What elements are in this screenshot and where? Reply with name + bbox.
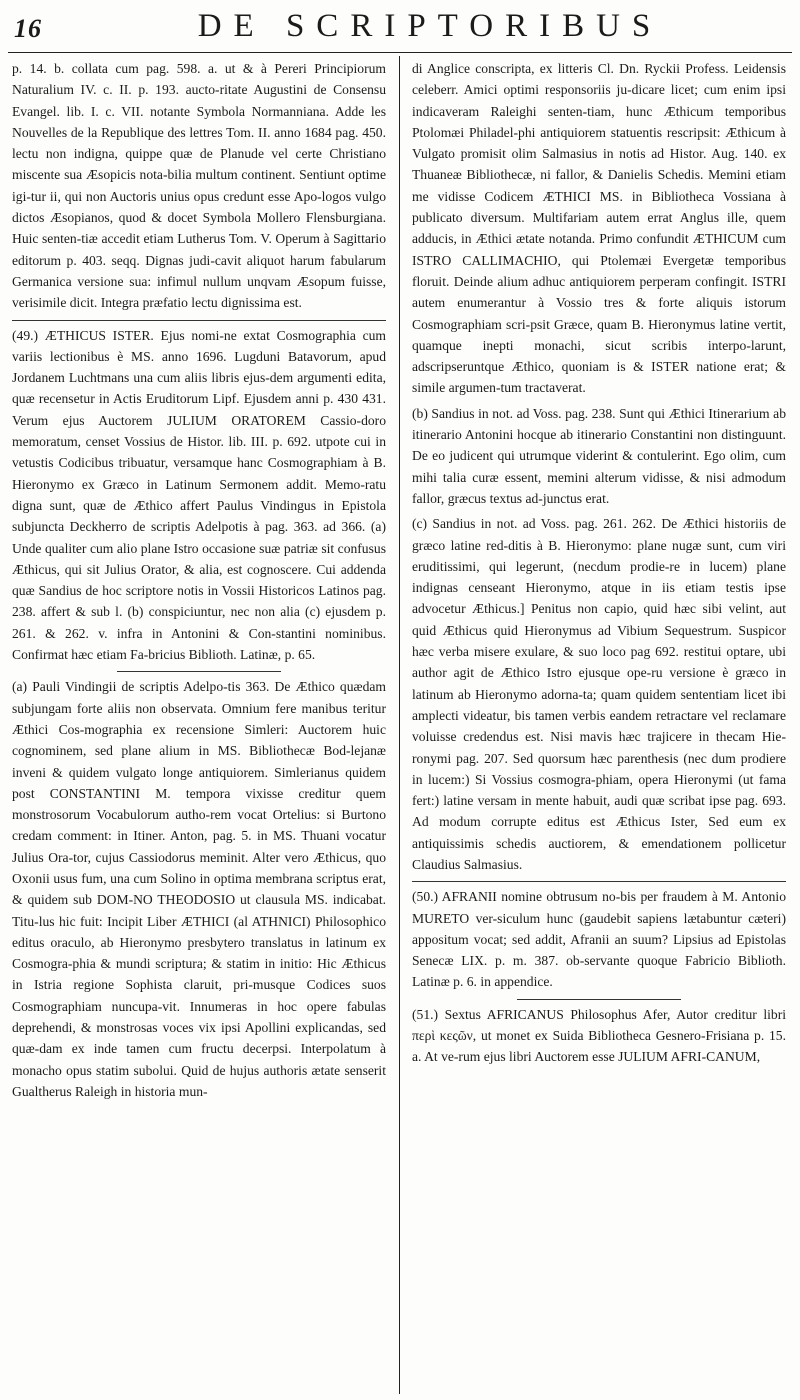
page-header bbox=[8, 6, 792, 50]
footnote-c: (c) Sandius in not. ad Voss. pag. 261. 262. De Æthici historiis de græco latine red-ditis à B. Hieronymo: plane nugæ sunt, cum viri eruditissimi, qui legerunt, (necdum prodie-re in lucem) plane indignas censeant Hieronymo, atque in iis etiam testis ipse advocetur Æthicus.] Penitus non capio, quid hæc sibi velint, aut quid Æthicus quid Hieronymus ad Vibium Sequestrum. Suspicor hæc verba misere exulare, & suo loco pag 692. restitui optare, ubi author agit de Æthico Istro ejusque ope-ru versione è græco in latinum ab Hieronymo adorna-ta; quam quidem sententiam licet ibi amplecti videatur, bis tamen verbis eandem retractare vel reclamare voluisse credendus est. Nisi mavis hæc trajicere in thecam Hie-ronymi pag. 207. Sed quorsum hæc parenthesis (nec dum prodiere in lucem:) Si Vossius cosmogra-phiam, opera Hieronymi (ut fama fert:) latine versam in mente habuit, audi quæ scribat ipse pag. 693. Ad modum corrupte editus est Æthicus Ister, Sed eum ex antiquissimis schedis auctiorem, & emendationem pollicetur Claudius Salmasius. bbox=[412, 516, 786, 872]
footnote-a: (a) Pauli Vindingii de scriptis Adelpo-tis 363. De Æthico quædam subjungam forte aliis non observata. Omnium fere manibus teritur Æthici Cos-mographia ex recensione Simleri: Auctorem huic cognominem, sed plane alium in MS. Bibliothecæ Bod-lejanæ inveni & quidem vulgato longe antiquiorem. Simlerianus quidem post CONSTANTINI M. tempora vixisse creditur quem monstrosorum Vocabulorum autho-rem vocat Ortelius: si Burtono credam comment: in Itiner. Anton, pag. 5. in MS. Thuani vocatur Julius Ora-tor, cujus Cassiodorus meminit. Alter vero Æthicus, quo Oxonii usus fum, una cum Solino in optima membrana scriptus erat, & quidem sub DOM-NO THEODOSIO ut clausula MS. indicabat. Titu-lus hic fuit: Incipit Liber ÆTHICI (al ATHNICI) Philosophico editus oraculo, ab Hieronymo presbytero translatus in latinum ex Cosmogra-phia & mundi scriptura; & statim in initio: Hic Æthicus in Istria regione Sophista claruit, pri-musque Codices suos Cosmographiam nuncupa-vit. Innumeras in hoc opere fabulas deprehendi, & monstrosas voces vix ipsi Apollini explicandas, sed quæ-dam ex inde tamen cum fructu decerpsi. Interpolatum à monacho opus statim subolui. Quid de hujus authoris ætate senserit Gualtherus Raleigh in historia mun- bbox=[12, 679, 386, 1099]
entry-50-afranius: (50.) AFRANII nomine obtrusum no-bis per fraudem à M. Antonio MURETO ver-siculum hunc (gaudebit sapiens lætabuntur cæteri) appositum vocat; sed addit, Afranii an suum? Lipsius ad Epistolas Senecæ LIX. p. m. 387. ob-servante quoque Fabricio Biblioth. Latinæ p. 6. in appendice. bbox=[412, 889, 786, 990]
right-column bbox=[412, 58, 786, 1393]
header-rule bbox=[8, 52, 792, 53]
left-column bbox=[12, 58, 386, 1393]
column-divider bbox=[399, 56, 400, 1394]
running-title: DE SCRIPTORIBUS bbox=[197, 8, 663, 44]
entry-rule bbox=[517, 999, 682, 1000]
footnote-a-continued: di Anglice conscripta, ex litteris Cl. Dn. Ryckii Profess. Leidensis celeberr. Amici optimi responsoriis ju-dicare licet; cum enim ipsi indicaveram Raleighi senten-tiam, hunc Æthicum temporibus Ptolomæi Philadel-phi antiquiorem statuentis rescripsit: Æthicum à Vulgato promisit olim Salmasius in notis ad Histor. Aug. 140. ex Thuaneæ Bibliothecæ, ni fallor, & Danielis Schedis. Memini etiam me vidisse Codicem ÆTHICI MS. in Bibliotheca Vossiana à publicato diversum. Multifariam autem errat Anglus ille, quem adducis, in Æthici ætate notanda. Primo confundit ÆTHICUM cum ISTRO CALLIMACHIO, qui Ptolemæi Evergetæ temporibus floruit. Deinde alium adhuc antiquiorem perperam confingit. ISTRI autem enumerantur à Vossio tres & forte aliquis istorum Cosmographiam scri-psit Græce, quam B. Hieronymus latine vertit, quamque inepti monachi, sicut scribis interpo-larunt, adscripseruntque Æthico, quoniam is & ISTER natione erat; & simile argumen-tum tractaverat. bbox=[412, 61, 786, 396]
entry-51-sextus-africanus: (51.) Sextus AFRICANUS Philosophus Afer, Autor creditur libri περὶ κεςῶν, ut monet ex Suida Bibliotheca Gesnero-Frisiana p. 15. a. At ve-rum ejus libri Auctorem esse JULIUM AFRI-CANUM, bbox=[412, 1006, 786, 1065]
footnote-b: (b) Sandius in not. ad Voss. pag. 238. Sunt qui Æthici Itinerarium ab itinerario Antonini hocque ab itinerario Constantini non distinguunt. De eo judicent qui utrumque viderint & contulerint. Ego olim, cum mihi talia curæ essent, memini alterum vidisse, & nisi admodum fallor, græcus textus ad-junctus erat. bbox=[412, 405, 786, 506]
text-block-end-of-article-48: p. 14. b. collata cum pag. 598. a. ut & à Pereri Principiorum Naturalium IV. c. II. p. 193. aucto-ritate Augustini de Consensu Evangel. lib. I. c. VII. notante Symbola Normanniana. Adde les Nouvelles de la Republique des lettres Tom. II. anno 1684 pag. 450. lectu non indigna, quippe quæ de Planude vel certe Christiano miscente sua Æsopicis nota-bilia multum continent. Sentiunt optime igi-tur ii, qui non Auctoris unius opus credunt esse Apo-logos vulgo dictos Æsopianos, quod & docet Symbola Mollero Flensburgiana. Huic senten-tiæ accedit etiam Lutherus Tom. V. Operum à Sagittario editorum p. 403. seqq. Dignas judi-cavit aliquot harum fabularum Germanica versione sua: infimul nullum unqvam Æsopum fuisse, verisimile dicit. Integra præfatio lectu dignissima est. bbox=[12, 61, 386, 311]
entry-49-aethicus-ister: (49.) ÆTHICUS ISTER. Ejus nomi-ne extat Cosmographia cum variis lectionibus è MS. anno 1696. Lugduni Batavorum, apud Jordanem Luchtmans una cum aliis libris ejus-dem argumenti edita, quæ recensetur in Actis Eruditorum Lipf. Ejusdem anni p. 430 431. Verum ejus Auctorem JULIUM ORATOREM Cassio-doro memoratum, censet Vossius de Histor. lib. III. p. 692. utpote cui in vetustis Codicibus tribuatur, versamque hanc Cosmographiam à B. Hieronymo ex Græco in Latinum Sermonem addit. Memo-ratu digna sunt, quæ de Æthico affert Paulus Vindingus in Epistola subjuncta Deckherro de scriptis Adelpotis à pag. 363. ad 366. (a) Unde qualiter cum alio plane Istro occasione suæ patriæ sit confusus Æthicus, qui sit Julius Orator, & alia, est cognoscere. Cui addenda quæ Sandius de hoc scriptore notis in Vossii Historicos Latinos pag. 238. affert & sub l. (b) conspiciuntur, nec non alia (c) ejusdem p. 261. & 262. v. infra in Antonini & Con-stantini nominibus. Confirmat hæc etiam Fa-bricius Biblioth. Latinæ, p. 65. bbox=[12, 327, 386, 663]
section-rule bbox=[412, 881, 786, 882]
section-rule bbox=[12, 320, 386, 321]
footnote-rule bbox=[117, 671, 282, 672]
page-number: 16 bbox=[14, 14, 42, 43]
